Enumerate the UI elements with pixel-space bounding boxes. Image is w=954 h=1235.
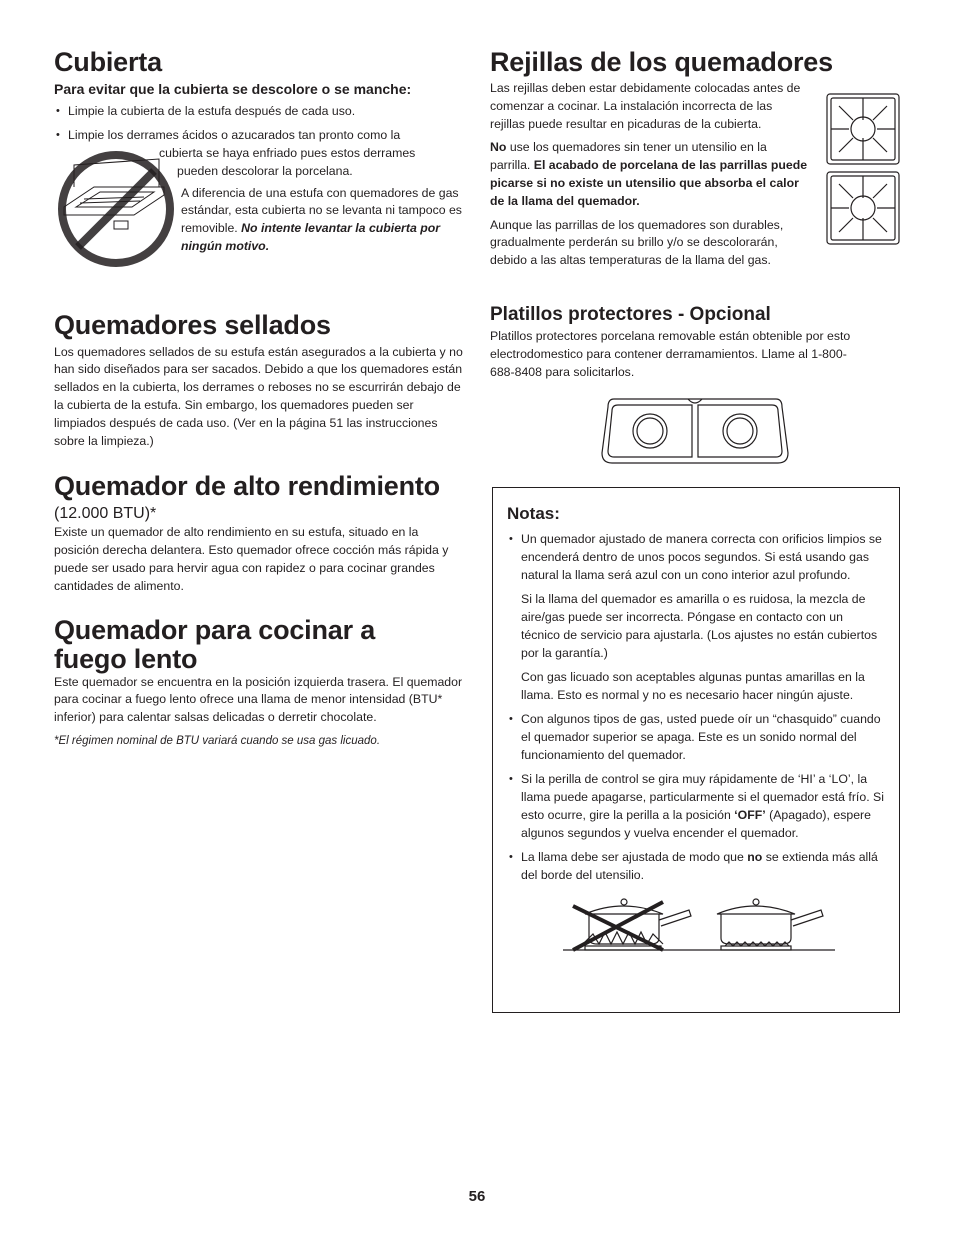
notas-bullet-2-text: Con algunos tipos de gas, usted puede oír un “chasquido” cuando el quemador superior se apaga. Este es un sonido normal del funcionamiento del quemador. — [521, 712, 881, 762]
notas-bullet-1-p3: Con gas licuado son aceptables algunas puntas amarillas en la llama. Esto es normal y no es necesario hacer ningún ajuste. — [521, 670, 865, 702]
right-column — [490, 48, 902, 469]
rejillas-p2 — [490, 139, 808, 210]
cubierta-subtitle: Para evitar que la cubierta se descolore o se manche: — [54, 81, 412, 97]
lento-title: Quemador para cocinar a fuego lento — [54, 614, 376, 674]
notas-bullet-4-a: La llama debe ser ajustada de modo que — [521, 850, 748, 864]
sellados-title: Quemadores sellados — [54, 309, 331, 340]
rejillas-p1: Las rejillas deben estar debidamente colocadas antes de comenzar a cocinar. La instalación incorrecta de las rejillas puede resultar en picaduras de la cubierta. — [490, 81, 801, 131]
notas-bullet-4 — [507, 848, 885, 884]
notas-bullet-3-off: ‘OFF’ — [734, 808, 766, 822]
drip-pans-icon — [600, 393, 790, 469]
alto-title: Quemador de alto rendimiento — [54, 471, 440, 502]
cubierta-paragraph — [181, 185, 467, 256]
footnote: *El régimen nominal de BTU variará cuando se usa gas licuado. — [54, 734, 381, 747]
rejillas-title: Rejillas de los quemadores — [490, 47, 833, 77]
alto-subtitle: (12.000 BTU)* — [54, 505, 157, 523]
cubierta-figure-block — [54, 145, 466, 273]
notas-bullet-1-text: Un quemador ajustado de manera correcta con orificios limpios se encenderá dentro de unos pocos segundos. Si está usando gas natural la llama será azul con un cono interior azul profundo. — [521, 532, 882, 582]
notas-bullet-4-no: no — [747, 850, 763, 864]
notas-bullet-3-a: Si la perilla de control se gira muy rápidamente de ‘HI’ a ‘LO’, la llama puede apagarse, particularmente si el quemador está frío. Si esto ocurre, gire la perilla a la posición — [521, 772, 884, 822]
notas-bullet-1-p2: Si la llama del quemador es amarilla o es ruidosa, la mezcla de aire/gas puede ser incorrecta. Póngase en contacto con un técnico de servicio para ajustarla. (Los ajustes no están cubiertos por la garantía.) — [521, 592, 878, 660]
rejillas-p3: Aunque las parrillas de los quemadores son durables, gradualmente perderán su brillo y/o se descolorarán, debido a las altas temperaturas de la llama del gas. — [490, 217, 784, 268]
cubierta-paragraph-text: A diferencia de una estufa con quemadores de gas estándar, esta cubierta no se levanta ni tampoco es removible. — [181, 185, 462, 236]
platillos-title: Platillos protectores - Opcional — [490, 303, 771, 325]
rejillas-p2-text: use los quemadores sin tener un utensilio en la parrilla. — [490, 140, 767, 173]
rejillas-p2-warning: El acabado de porcelana de las parrillas puede picarse si no existe un utensilio que absorba el calor de la llama del quemador. — [490, 158, 808, 208]
notas-bullet-3 — [507, 770, 885, 842]
x-mark-icon — [573, 902, 663, 950]
cubierta-warning: No intente levantar la cubierta por ningún motivo. — [181, 221, 441, 253]
alto-body: Existe un quemador de alto rendimiento en su estufa, situado en la posición derecha delantera. Esto quemador ofrece cocción más rápida y puede ser usado para hervir agua con rapidez o para cocinar grandes cantidades de alimento. — [54, 525, 449, 593]
no-lift-cooktop-icon — [54, 147, 178, 271]
page-number: 56 — [468, 1188, 486, 1205]
notas-bullet-2 — [507, 710, 885, 764]
cubierta-bullet-2 — [54, 127, 466, 145]
cubierta-list — [54, 103, 466, 145]
lento-body: Este quemador se encuentra en la posición izquierda trasera. El quemador para cocinar a fuego lento ofrece una llama de menor intensidad (BTU* inferior) para calentar salsas delicadas o derretir chocolate. — [54, 674, 463, 725]
burner-grates-icon — [825, 92, 901, 248]
notas-bullet-4-b: se extienda más allá del borde del utensilio. — [521, 850, 878, 882]
notes-box — [492, 487, 900, 1013]
cubierta-bullet-2-b: cubierta se haya enfriado pues estos derrames — [159, 145, 416, 160]
cubierta-bullet-1: • Limpie la cubierta de la estufa después de cada uso. — [54, 103, 466, 121]
cubierta-bullet-2-c: pueden descolorar la porcelana. — [177, 163, 353, 178]
notas-bullet-1 — [507, 530, 885, 704]
rejillas-p2-no: No — [490, 140, 507, 155]
cubierta-title: Cubierta — [54, 47, 162, 77]
flame-pot-illustration — [563, 892, 843, 956]
left-column — [54, 48, 466, 749]
notas-title: Notas: — [507, 504, 560, 523]
platillos-body: Platillos protectores porcelana removable están obtenible por esto electrodomestico para contener derramamientos. Llame al 1-800-688-8408 para solicitarlos. — [490, 328, 851, 379]
notas-list — [507, 530, 885, 884]
cubierta-bullet-2-a: Limpie los derrames ácidos o azucarados tan pronto como la — [68, 127, 401, 142]
sellados-body: Los quemadores sellados de su estufa están asegurados a la cubierta y no han sido diseñados para ser sacados. Debido a que los quemadores están sellados en la cubierta, los derrames o reboses no se escurrirán debajo de la cubierta de la estufa. Sin embargo, los quemadores pueden ser limpiados después de cada uso. (Ver en la página 51 las instrucciones sobre la limpieza.) — [54, 344, 463, 448]
notas-bullet-3-b: (Apagado), espere algunos segundos y vuelva encender el quemador. — [521, 808, 871, 840]
